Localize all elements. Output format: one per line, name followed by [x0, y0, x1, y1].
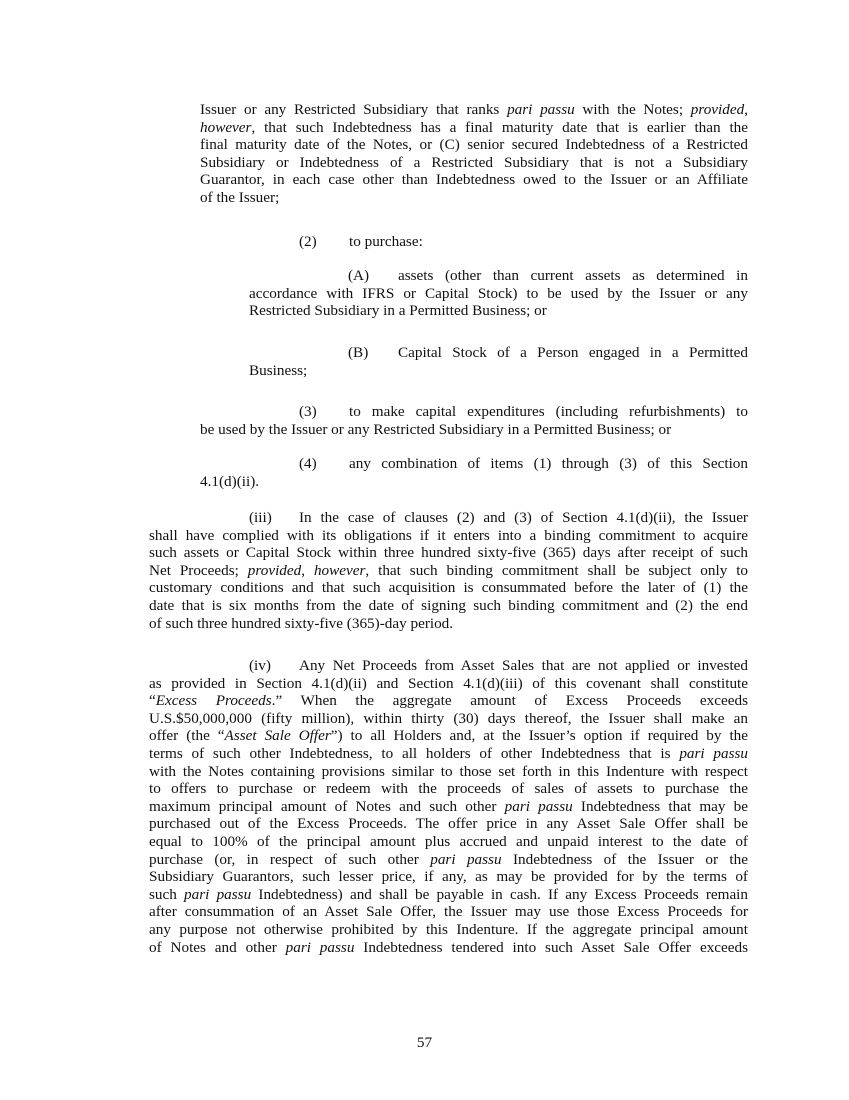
defined-term-asset-sale-offer: Asset Sale Offer	[224, 727, 331, 745]
item-2: (2) to purchase:	[299, 233, 423, 250]
item-a-label: (A)	[348, 267, 370, 284]
paragraph-iv-label: (iv)	[249, 657, 271, 674]
item-b-label: (B)	[348, 344, 369, 361]
paragraph-iv: (iv) Any Net Proceeds from Asset Sales that are not applied or invested as provided in Section 4.1(d)(ii) and Section 4.1(d)(iii) of this covenant shall constitute “Excess Proceeds.” When the aggregate amount of Excess Proceeds exceeds U.S.$50,000,000 (fifty million), within thirty (30) days thereof, the Issuer shall make an offer (the “Asset Sale Offer”) to all Holders and, at the Issuer’s option if required by the terms of such other Indebtedness, to all holders of other Indebtedness that is pari passu with the Notes containing provisions similar to those set forth in this Indenture with respect to offers to purchase or redeem with the proceeds of sales of assets to purchase the maximum principal amount of Notes and such other pari passu Indebtedness that may be purchased out of the Excess Proceeds. The offer price in any Asset Sale Offer shall be equal to 100% of the principal amount plus accrued and unpaid interest to the date of purchase (or, in respect of such other pari passu Indebtedness of the Issuer or the Subsidiary Guarantors, such lesser price, if any, as may be provided for by the terms of such pari passu Indebtedness) and shall be payable in cash. If any Excess Proceeds remain after consummation of an Asset Sale Offer, the Issuer may use those Excess Proceeds for any purpose not otherwise prohibited by this Indenture. If the aggregate principal amount of Notes and other pari passu Indebtedness tendered into such Asset Sale Offer exceeds	[149, 657, 749, 956]
continuation-paragraph: Issuer or any Restricted Subsidiary that ranks pari passu with the Notes; provided, however, that such Indebtedness has a final maturity date that is earlier than the final maturity date of the Notes, or (C) senior secured Indebtedness of a Restricted Subsidiary or Indebtedness of a Restricted Subsidiary that is not a Subsidiary Guarantor, in each case other than Indebtedness owed to the Issuer or an Affiliate of the Issuer;	[200, 101, 748, 206]
item-a: (A) assets (other than current assets as determined in accordance with IFRS or Capital Stock) to be used by the Issuer or any Restricted Subsidiary in a Permitted Business; or	[249, 267, 748, 320]
item-4: (4) any combination of items (1) through (3) of this Section 4.1(d)(ii).	[200, 455, 748, 490]
paragraph-iii: (iii) In the case of clauses (2) and (3) of Section 4.1(d)(ii), the Issuer shall have complied with its obligations if it enters into a binding commitment to acquire such assets or Capital Stock within three hundred sixty-five (365) days after receipt of such Net Proceeds; provided, however, that such binding commitment shall be subject only to customary conditions and that such acquisition is consummated before the later of (1) the date that is six months from the date of signing such binding commitment and (2) the end of such three hundred sixty-five (365)-day period.	[149, 509, 749, 632]
item-b: (B) Capital Stock of a Person engaged in a Permitted Business;	[249, 344, 748, 379]
item-2-label: (2)	[299, 233, 317, 250]
item-3-label: (3)	[299, 403, 317, 420]
defined-term-excess-proceeds: Excess Proceeds	[155, 692, 272, 710]
item-3: (3) to make capital expenditures (including refurbishments) to be used by the Issuer or any Restricted Subsidiary in a Permitted Business; or	[200, 403, 748, 438]
paragraph-iii-label: (iii)	[249, 509, 272, 526]
page-number: 57	[416, 1034, 433, 1051]
item-4-label: (4)	[299, 455, 317, 472]
